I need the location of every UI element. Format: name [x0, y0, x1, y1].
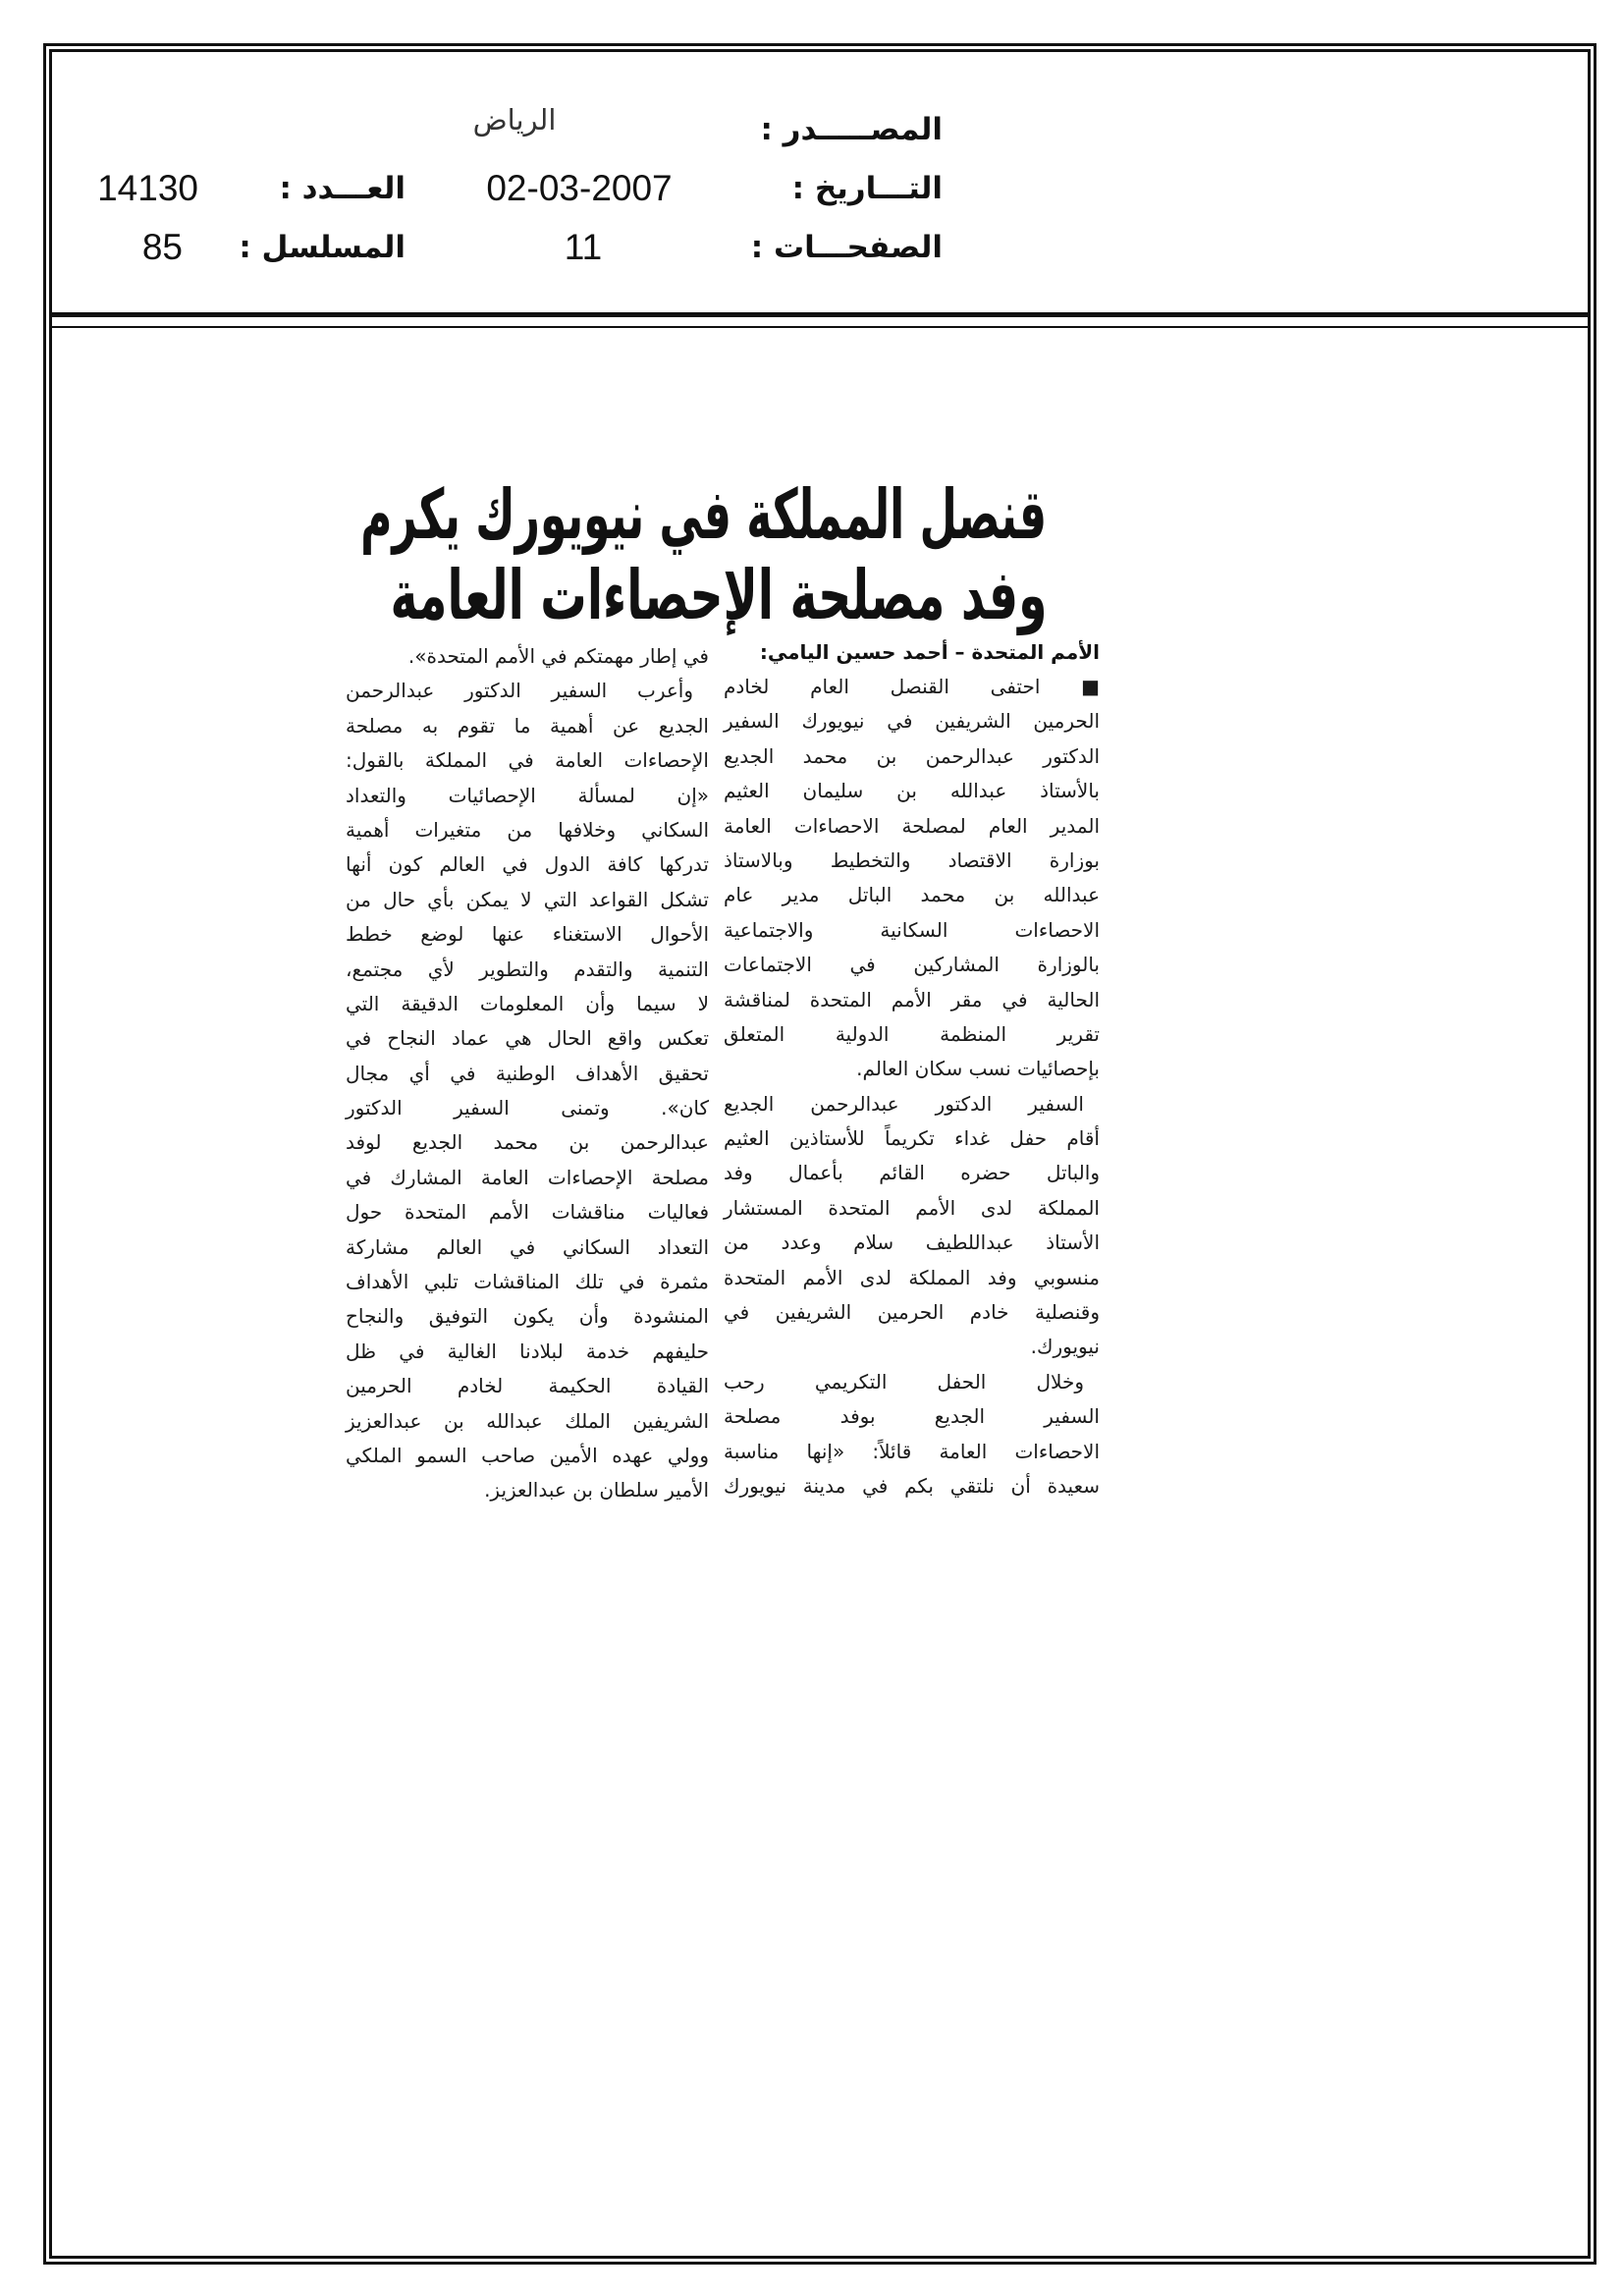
text-line	[724, 1087, 1100, 1121]
text-line-content: الأمير سلطان بن عبدالعزيز.	[484, 1478, 709, 1503]
text-line-content: وولي عهده الأمين صاحب السمو الملكي	[346, 1443, 709, 1467]
text-line	[724, 1156, 1100, 1190]
text-line	[346, 1057, 709, 1091]
text-line-content: بإحصائيات نسب سكان العالم.	[856, 1057, 1100, 1081]
text-line	[346, 917, 709, 952]
text-line-content: بالأستاذ عبدالله بن سليمان العثيم	[724, 779, 1100, 803]
source-label: المصـــــدر :	[760, 112, 943, 147]
text-line-content: لا سيما وأن المعلومات الدقيقة التي	[346, 991, 709, 1015]
text-line-content: الدكتور عبدالرحمن بن محمد الجديع	[724, 743, 1100, 768]
text-line	[346, 709, 709, 743]
text-line-content: كان». وتمنى السفير الدكتور	[346, 1096, 709, 1121]
text-line	[724, 1295, 1100, 1330]
text-line	[724, 844, 1100, 878]
text-line-content: الحرمين الشريفين في نيويورك السفير	[724, 709, 1100, 734]
serial-value: 85	[141, 227, 183, 267]
text-line	[724, 1330, 1100, 1364]
text-line-content: عبدالله بن محمد الباتل مدير عام	[724, 883, 1100, 907]
date-label: التـــاريخ :	[791, 171, 943, 206]
serial-label: المسلسل :	[239, 230, 406, 265]
text-line	[724, 1365, 1100, 1399]
text-line-content: التنمية والتقدم والتطوير لأي مجتمع،	[346, 957, 709, 981]
text-line-content: الأستاذ عبداللطيف سلام وعدد من	[724, 1230, 1100, 1255]
text-line	[724, 913, 1100, 948]
text-line	[724, 1226, 1100, 1260]
text-line	[724, 948, 1100, 982]
text-line	[346, 674, 709, 708]
headline-line-1	[360, 473, 1047, 556]
text-line-content: سعيدة أن نلتقي بكم في مدينة نيويورك	[724, 1473, 1100, 1498]
text-line	[346, 1473, 709, 1507]
text-line	[346, 953, 709, 987]
text-line	[346, 1230, 709, 1265]
text-line-content: التعداد السكاني في العالم مشاركة	[346, 1234, 709, 1259]
text-line	[724, 774, 1100, 808]
text-line-content: الجديع عن أهمية ما تقوم به مصلحة	[346, 713, 709, 738]
text-line-content: أقام حفل غداء تكريماً للأستاذين العثيم	[724, 1126, 1100, 1151]
text-line	[346, 639, 709, 674]
text-line	[346, 1404, 709, 1439]
text-line	[346, 883, 709, 917]
text-line-content: فعاليات مناقشات الأمم المتحدة حول	[346, 1200, 709, 1225]
text-line	[724, 983, 1100, 1017]
text-line-content: نيويورك.	[1030, 1335, 1100, 1359]
text-line	[346, 1299, 709, 1334]
text-line-content: الحالية في مقر الأمم المتحدة لمناقشة	[724, 987, 1100, 1011]
text-line-content: المدير العام لمصلحة الاحصاءات العامة	[724, 813, 1100, 838]
text-line	[346, 1439, 709, 1473]
text-line	[346, 847, 709, 882]
text-line-content: بالوزارة المشاركين في الاجتماعات	[724, 953, 1100, 977]
text-line	[346, 743, 709, 778]
article-column-left	[346, 639, 709, 1508]
text-line	[724, 1261, 1100, 1295]
text-line-content: والباتل حضره القائم بأعمال وفد	[724, 1161, 1100, 1185]
text-line	[724, 878, 1100, 912]
text-line-content: تقرير المنظمة الدولية المتعلق	[724, 1021, 1100, 1046]
text-line-content: القيادة الحكيمة لخادم الحرمين	[346, 1374, 709, 1398]
text-line-content: الأحوال الاستغناء عنها لوضع خطط	[346, 922, 709, 947]
article-column-right	[724, 670, 1100, 1503]
byline-text: الأمم المتحدة – أحمد حسين اليامي:	[759, 640, 1100, 664]
text-line-content: السكاني وخلافها من متغيرات أهمية	[346, 817, 709, 842]
text-line	[724, 1052, 1100, 1086]
text-line-content: بوزارة الاقتصاد والتخطيط وبالاستاذ	[724, 847, 1100, 872]
text-line-content: الشريفين الملك عبدالله بن عبدالعزيز	[346, 1408, 709, 1433]
pages-label: الصفحـــات :	[750, 230, 943, 265]
headline-text: قنصل المملكة في نيويورك يكرم	[359, 474, 1047, 555]
text-line-content: «إن لمسألة الإحصائيات والتعداد	[346, 783, 709, 807]
issue-label: العـــدد :	[279, 171, 406, 206]
headline-line-2	[390, 554, 1047, 636]
text-line	[346, 779, 709, 813]
text-line	[724, 1399, 1100, 1434]
text-line-content: وقنصلية خادم الحرمين الشريفين في	[724, 1300, 1100, 1325]
text-line	[346, 1369, 709, 1403]
issue-value: 14130	[97, 168, 198, 208]
text-line-content: وأعرب السفير الدكتور عبدالرحمن	[346, 679, 693, 703]
text-line-content: تدركها كافة الدول في العالم كون أنها	[346, 852, 709, 877]
text-line	[724, 1121, 1100, 1156]
header-divider	[52, 312, 1588, 328]
text-line-content: تشكل القواعد التي لا يمكن بأي حال من	[346, 887, 709, 911]
text-line-content: الاحصاءات العامة قائلاً: «إنها مناسبة	[724, 1439, 1100, 1463]
text-line-content: حليفهم خدمة لبلادنا الغالية في ظل	[346, 1339, 709, 1363]
text-line-content: المملكة لدى الأمم المتحدة المستشار	[724, 1195, 1100, 1220]
text-line-content: مثمرة في تلك المناقشات تلبي الأهداف	[346, 1270, 709, 1294]
text-line	[346, 1265, 709, 1299]
text-line	[724, 739, 1100, 774]
text-line	[346, 1091, 709, 1125]
text-line	[724, 1469, 1100, 1503]
text-line-content: مصلحة الإحصاءات العامة المشارك في	[346, 1165, 709, 1189]
text-line-content: عبدالرحمن بن محمد الجديع لوفد	[346, 1130, 709, 1155]
source-value: الرياض	[472, 103, 557, 137]
text-line	[346, 1161, 709, 1195]
text-line-content: الإحصاءات العامة في المملكة بالقول:	[346, 748, 709, 773]
text-line	[724, 704, 1100, 738]
text-line	[724, 1191, 1100, 1226]
text-line	[724, 670, 1100, 704]
text-line-content: الاحصاءات السكانية والاجتماعية	[724, 917, 1100, 942]
headline-text: وفد مصلحة الإحصاءات العامة	[390, 555, 1047, 635]
text-line	[346, 1335, 709, 1369]
text-line-content: وخلال الحفل التكريمي رحب	[724, 1369, 1084, 1394]
text-line-content: تحقيق الأهداف الوطنية في أي مجال	[346, 1061, 709, 1085]
text-line	[346, 1195, 709, 1230]
pages-value: 11	[564, 227, 603, 267]
text-line	[346, 813, 709, 847]
text-line	[346, 987, 709, 1021]
text-line-content: السفير الدكتور عبدالرحمن الجديع	[724, 1091, 1084, 1116]
text-line-content: منسوبي وفد المملكة لدى الأمم المتحدة	[724, 1265, 1100, 1289]
text-line-content: ■ احتفى القنصل العام لخادم	[724, 675, 1100, 698]
text-line	[346, 1021, 709, 1056]
text-line-content: المنشودة وأن يكون التوفيق والنجاح	[346, 1304, 709, 1329]
text-line-content: في إطار مهمتكم في الأمم المتحدة».	[407, 644, 709, 668]
text-line-content: تعكس واقع الحال هي عماد النجاح في	[346, 1026, 709, 1051]
byline	[724, 634, 1100, 670]
text-line	[724, 1017, 1100, 1052]
text-line	[724, 809, 1100, 844]
text-line-content: السفير الجديع بوفد مصلحة	[724, 1404, 1100, 1429]
text-line	[724, 1435, 1100, 1469]
text-line	[346, 1125, 709, 1160]
date-value: 02-03-2007	[486, 168, 673, 208]
